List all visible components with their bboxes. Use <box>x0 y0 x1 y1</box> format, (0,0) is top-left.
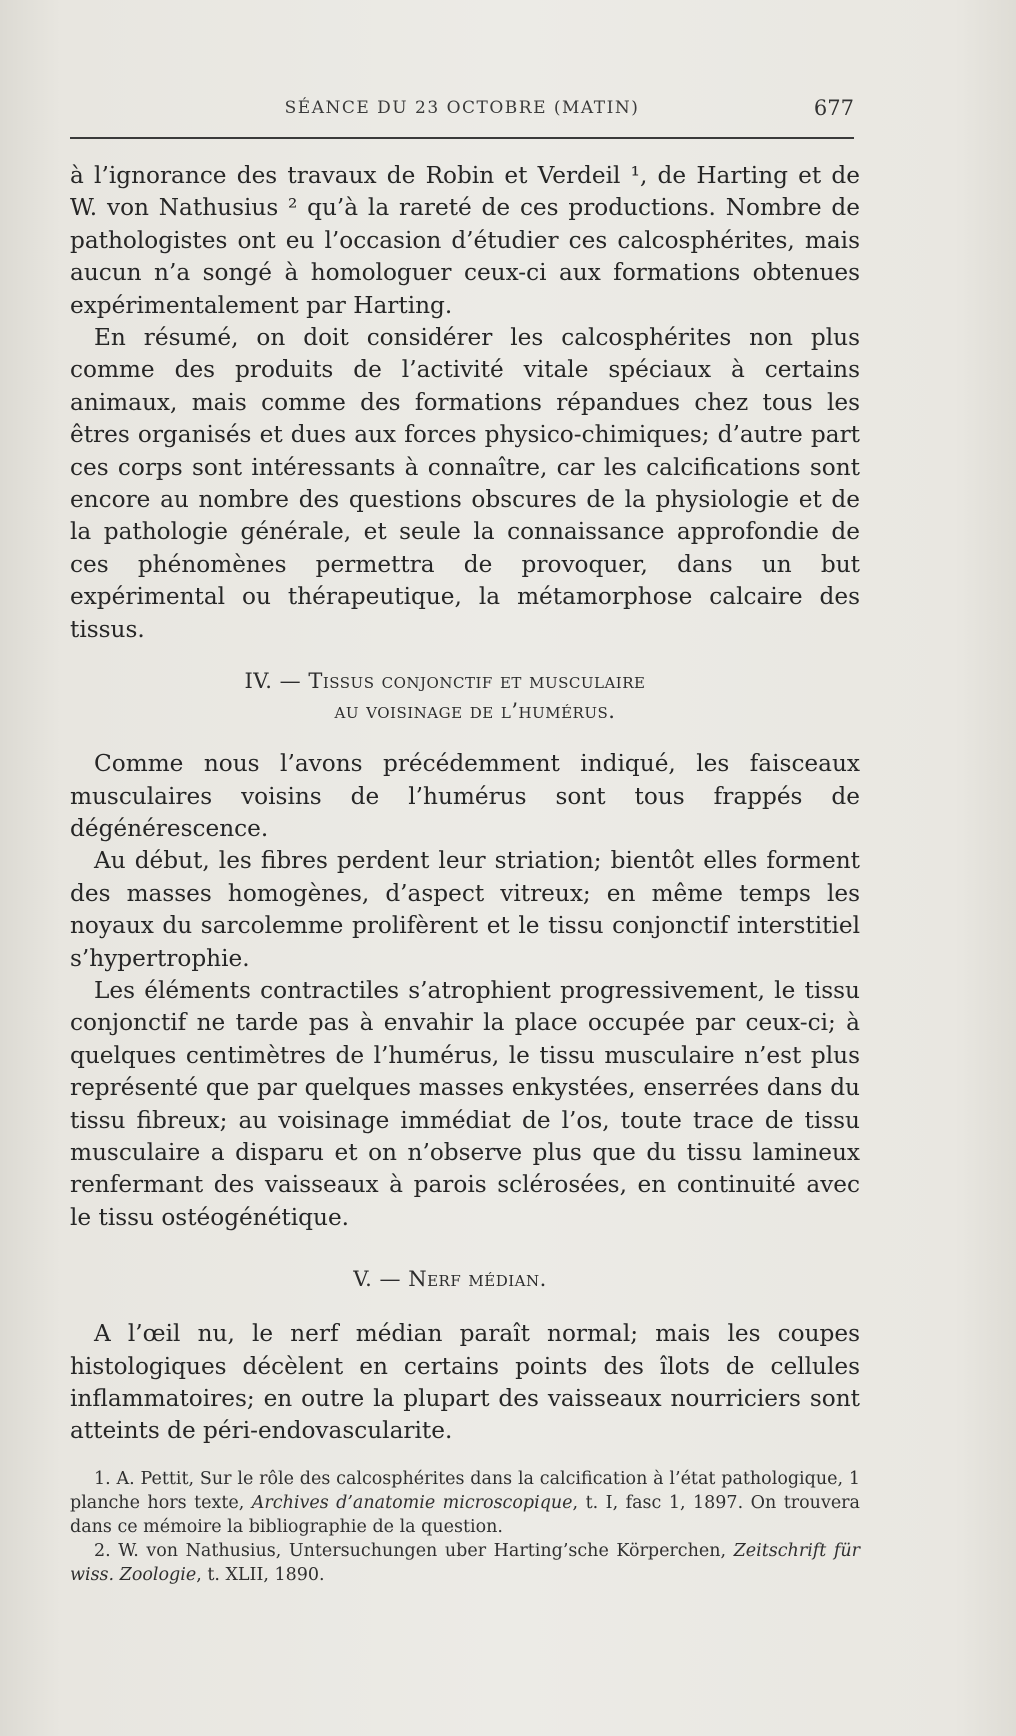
paragraph-contractile-elements: Les éléments contractiles s’atrophient progressivement, le tissu conjonctif ne tarde pas à envahir la place occupée par ceux-ci; à quelques centimètres de l’humérus, le tissu musculaire n’est plus représenté que par quelques masses enkystées, enserrées dans du tissu fibreux; au voisinage immédiat de l’os, toute trace de tissu musculaire a disparu et on n’observe plus que du tissu lamineux renfermant des vaisseaux à parois sclérosées, en continuité avec le tissu ostéogénétique. <box>70 976 860 1231</box>
footnote-2 <box>70 1539 860 1587</box>
section-heading-iv-subtitle: au voisinage de l’humérus. <box>334 699 616 724</box>
paragraph-fibres: Au début, les fibres perdent leur striation; bientôt elles forment des masses homogènes, d’aspect vitreux; en même temps les noyaux du sarcolemme prolifèrent et le tissu conjonctif interstitiel s’hypertrophie. <box>70 847 860 972</box>
footnote-2-text: 2. W. von Nathusius, Untersuchungen uber Harting’sche Körperchen, <box>94 1541 734 1561</box>
paragraph-muscle-degeneration: Comme nous l’avons précédemment indiqué, les faisceaux musculaires voisins de l’humérus sont tous frappés de dégénérescence. <box>70 750 860 842</box>
footnote-1-text: 1. A. Pettit, Sur le rôle des calcosphérites dans la calcification à l’état pathologique, 1 planche hors texte, <box>70 1469 860 1513</box>
section-heading-iv: IV. — Tissus conjonctif et musculaire <box>244 669 646 694</box>
footnote-2-journal: Zeitschrift für wiss. Zoologie <box>70 1541 860 1585</box>
main-text <box>70 160 860 1448</box>
footnote-1 <box>70 1467 860 1539</box>
header-rule <box>70 137 854 139</box>
paragraph-median-nerve: A l’œil nu, le nerf médian paraît normal; mais les coupes histologiques décèlent en certains points des îlots de cellules inflammatoires; en outre la plupart des vaisseaux nourriciers sont atteints de péri-endovascularite. <box>70 1320 860 1445</box>
footnote-1-tail: , t. I, fasc 1, 1897. On trouvera dans ce mémoire la bibliographie de la question. <box>70 1493 860 1537</box>
running-head: SÉANCE DU 23 OCTOBRE (MATIN) <box>284 98 640 118</box>
footnote-1-journal: Archives d’anatomie microscopique <box>251 1493 573 1513</box>
paragraph-summary: En résumé, on doit considérer les calcosphérites non plus comme des produits de l’activité vitale spéciaux à certains animaux, mais comme des formations répandues chez tous les êtres organisés et dues aux forces physico-chimiques; d’autre part ces corps sont intéressants à connaître, car les calcifications sont encore au nombre des questions obscures de la physiologie et de la pathologie générale, et seule la connaissance approfondie de ces phénomènes permettra de provoquer, dans un but expérimental ou thérapeutique, la métamorphose calcaire des tissus. <box>70 324 860 643</box>
page-number: 677 <box>813 96 854 120</box>
footnote-2-tail: , t. XLII, 1890. <box>196 1565 325 1585</box>
page-header <box>70 98 854 122</box>
paragraph-continued: à l’ignorance des travaux de Robin et Verdeil ¹, de Harting et de W. von Nathusius ² qu’à la rareté de ces productions. Nombre de pathologistes ont eu l’occasion d’étudier ces calcosphérites, mais aucun n’a songé à homologuer ceux-ci aux formations obtenues expérimentalement par Harting. <box>70 162 860 319</box>
footnotes <box>70 1467 860 1587</box>
section-heading-v: V. — Nerf médian. <box>353 1267 547 1292</box>
